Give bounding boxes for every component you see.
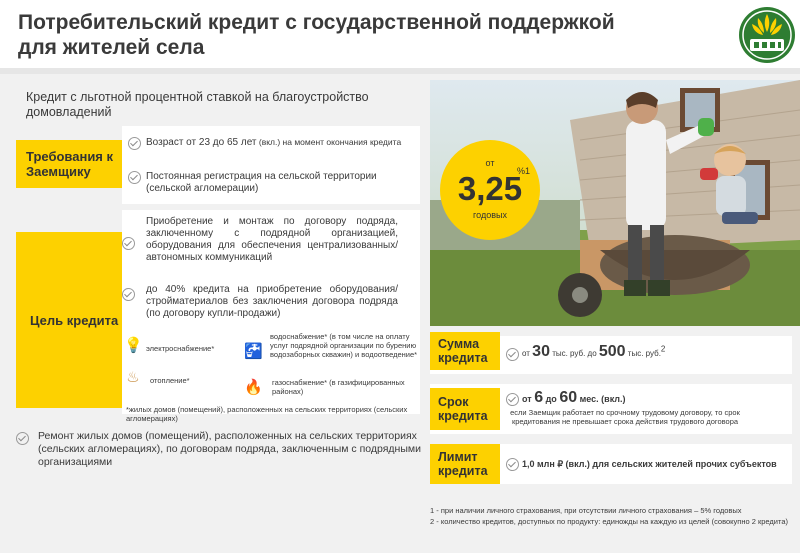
term-from: от (522, 394, 535, 404)
check-icon (128, 137, 141, 150)
rate-unit: годовых (473, 210, 507, 220)
limit-label: Лимит кредита (430, 444, 500, 484)
amount-min: 30 (532, 343, 550, 360)
check-icon (16, 432, 29, 445)
amount-value (522, 343, 665, 361)
amount-label: Сумма кредита (430, 332, 500, 370)
term-value (522, 389, 626, 407)
rate-badge (440, 140, 540, 240)
limit-value: 1,0 млн ₽ (вкл.) для сельских жителей прочих субъектов (522, 459, 777, 469)
goal-item-installation: Приобретение и монтаж по договору подряда, заключенному с подрядной организацией, оборудования для обеспечения централизованных/автономных коммуникаций (146, 216, 398, 263)
footnote-1: 1 - при наличии личного страхования, при отсутствии личного страхования – 5% годовых (430, 506, 742, 515)
requirements-label: Требования к Заемщику (16, 140, 122, 188)
goal-label: Цель кредита (16, 232, 122, 408)
subtitle: Кредит с льготной процентной ставкой на благоустройство домовладений (26, 90, 369, 119)
page-title: Потребительский кредит с государственной поддержкой для жителей села (18, 11, 615, 59)
bank-logo-icon (738, 6, 796, 64)
term-note: если Заемщик работает по срочному трудовому договору, то срок кредитования не превышает срока действия трудового договора (510, 408, 740, 426)
check-icon (506, 458, 519, 471)
amount-min-unit: тыс. руб. (549, 349, 586, 358)
check-icon (128, 171, 141, 184)
requirement-registration: Постоянная регистрация на сельской территории (сельской агломерации) (146, 171, 377, 194)
check-icon (122, 237, 135, 250)
amount-max-unit: тыс. руб. (625, 349, 661, 358)
utility-gas: газоснабжение* (в газифицированных районах) (272, 378, 405, 396)
term-to: до (543, 394, 560, 404)
gas-icon: 🔥 (244, 379, 263, 396)
rate-value: 3,25 (457, 170, 523, 207)
term-unit: мес. (вкл.) (577, 394, 626, 404)
term-label: Срок кредита (430, 388, 500, 430)
header-divider (0, 68, 800, 74)
utility-water: водоснабжение* (в том числе на оплату услуг подрядной организации по бурению водозаборных скважин) и водоотведение* (270, 332, 418, 359)
term-min: 6 (534, 389, 544, 406)
check-icon (506, 393, 519, 406)
utility-heating: отопление* (150, 376, 190, 385)
header (0, 0, 800, 68)
rate-prefix: от (485, 158, 495, 168)
term-max: 60 (559, 389, 578, 406)
amount-to: до (585, 349, 599, 358)
requirement-age (146, 136, 416, 149)
radiator-icon: ♨ (126, 369, 140, 386)
amount-superscript: 2 (660, 344, 666, 354)
lightbulb-icon: 💡 (124, 337, 143, 354)
requirement-age-main: Возраст от 23 до 65 лет (146, 137, 257, 148)
footnote-2: 2 - количество кредитов, доступных по продукту: единожды на каждую из целей (совокупно 2 кредита) (430, 517, 789, 526)
goal-item-materials: до 40% кредита на приобретение оборудования/ стройматериалов без заключения договора подряда (по договору купли-продажи) (146, 284, 398, 319)
check-icon (506, 348, 519, 361)
goal-footnote: *жилых домов (помещений), расположенных на сельских территориях (сельских агломерациях) (126, 405, 408, 423)
amount-max: 500 (598, 343, 626, 360)
check-icon (122, 288, 135, 301)
requirement-age-note: (вкл.) на момент окончания кредита (256, 137, 402, 147)
amount-from: от (522, 349, 533, 358)
water-tap-icon: 🚰 (244, 343, 263, 360)
utility-power: электроснабжение* (146, 344, 215, 353)
repair-text: Ремонт жилых домов (помещений), расположенных на сельских территориях (сельских агломерациях), по договорам подряда, заключенным с подрядными организациями (38, 430, 421, 468)
rate-superscript: %1 (517, 166, 531, 176)
